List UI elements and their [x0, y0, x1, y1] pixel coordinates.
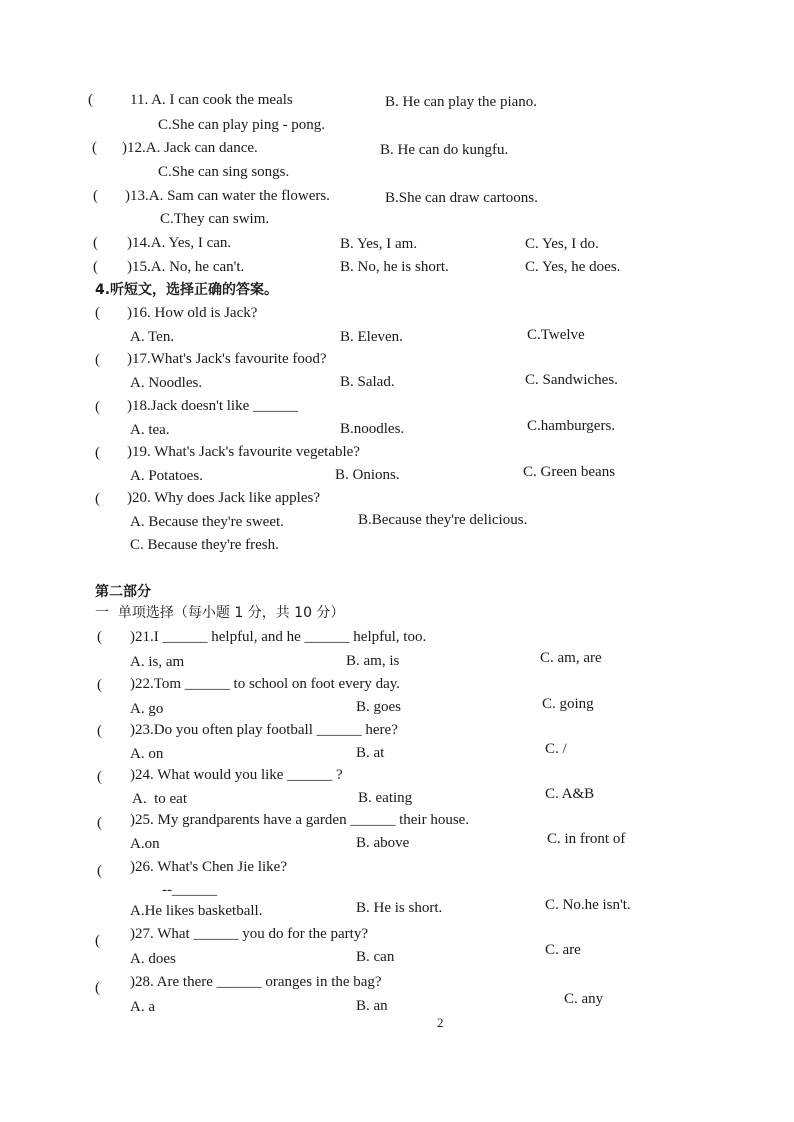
answer-paren: ( [95, 352, 100, 368]
question-stem: )15.A. No, he can't. [127, 259, 245, 275]
question-stem: )19. What's Jack's favourite vegetable? [127, 444, 360, 460]
question-stem: )20. Why does Jack like apples? [127, 490, 321, 506]
option-c: C. Sandwiches. [525, 372, 618, 388]
answer-paren: ( [97, 723, 102, 739]
part-heading: 第二部分 [95, 584, 151, 600]
answer-paren: ( [97, 677, 102, 693]
option-a: A. is, am [130, 654, 185, 670]
option-b: B. Eleven. [340, 329, 403, 345]
option-c: C.They can swim. [160, 211, 270, 227]
option-b: B. above [356, 835, 410, 851]
question-stem: )21.I ______ helpful, and he ______ helpful, too. [130, 629, 427, 645]
answer-paren: ( [92, 140, 97, 156]
question-stem: )23.Do you often play football ______ here? [130, 722, 398, 738]
option-a: A. Ten. [130, 329, 175, 345]
question-stem: )18.Jack doesn't like ______ [127, 398, 299, 414]
option-c: C. No.he isn't. [545, 897, 631, 913]
option-b: B.noodles. [340, 421, 405, 437]
option-b: B. Onions. [335, 467, 400, 483]
answer-paren: ( [95, 445, 100, 461]
answer-paren: ( [93, 188, 98, 204]
answer-paren: ( [97, 863, 102, 879]
option-b: B. No, he is short. [340, 259, 449, 275]
option-c: C.She can sing songs. [158, 164, 290, 180]
option-c: C. am, are [540, 650, 602, 666]
answer-paren: ( [95, 491, 100, 507]
option-c: C. Green beans [523, 464, 616, 480]
question-stem: )12.A. Jack can dance. [122, 140, 258, 156]
question-stem: )28. Are there ______ oranges in the bag? [130, 974, 382, 990]
answer-paren: ( [93, 259, 98, 275]
option-c: C. in front of [547, 831, 626, 847]
option-c: C. Because they're fresh. [130, 537, 279, 553]
question-stem: )14.A. Yes, I can. [127, 235, 232, 251]
question-stem: )16. How old is Jack? [127, 305, 258, 321]
option-a: A. on [130, 746, 164, 762]
option-a: A. does [130, 951, 176, 967]
option-b: B. He can play the piano. [385, 94, 538, 110]
option-b: B. He is short. [356, 900, 443, 916]
option-a: A. Potatoes. [130, 468, 203, 484]
question-stem: )22.Tom ______ to school on foot every day. [130, 676, 401, 692]
option-b: B.Because they're delicious. [358, 512, 528, 528]
option-b: B. am, is [346, 653, 400, 669]
option-a: A. to eat [132, 791, 187, 807]
option-c: C. A&B [545, 786, 595, 802]
option-c: C. are [545, 942, 581, 958]
option-c: C.hamburgers. [527, 418, 616, 434]
option-c: C.Twelve [527, 327, 585, 343]
option-b: B.She can draw cartoons. [385, 190, 538, 206]
question-stem: )13.A. Sam can water the flowers. [125, 188, 330, 204]
option-a: A. a [130, 999, 155, 1015]
option-a: A. Because they're sweet. [130, 514, 284, 530]
section-heading: 一 单项选择（每小题 1 分，共 10 分） [95, 605, 345, 621]
option-c: C. any [564, 991, 604, 1007]
option-a: A. tea. [130, 422, 170, 438]
option-b: B. an [356, 998, 388, 1014]
option-c: C.She can play ping - pong. [158, 117, 326, 133]
question-stem: )26. What's Chen Jie like? [130, 859, 287, 875]
option-a: A. go [130, 701, 164, 717]
option-b: B. can [356, 949, 395, 965]
option-c: C. Yes, I do. [525, 236, 599, 252]
section-heading: 4.听短文，选择正确的答案。 [95, 282, 279, 298]
answer-paren: ( [95, 399, 100, 415]
answer-paren: ( [88, 92, 93, 108]
option-c: C. going [542, 696, 594, 712]
answer-paren: ( [97, 629, 102, 645]
question-stem: 11. A. I can cook the meals [130, 92, 293, 108]
answer-line: --______ [162, 882, 217, 898]
option-b: B. Yes, I am. [340, 236, 418, 252]
question-stem: )25. My grandparents have a garden ______ their house. [130, 812, 470, 828]
answer-paren: ( [93, 235, 98, 251]
option-b: B. at [356, 745, 385, 761]
option-c: C. Yes, he does. [525, 259, 621, 275]
answer-paren: ( [95, 980, 100, 996]
option-b: B. eating [358, 790, 413, 806]
answer-paren: ( [97, 769, 102, 785]
answer-paren: ( [95, 305, 100, 321]
option-c: C. / [545, 741, 567, 757]
option-b: B. He can do kungfu. [380, 142, 509, 158]
option-a: A. Noodles. [130, 375, 203, 391]
option-a: A.on [130, 836, 160, 852]
page-number: 2 [437, 1015, 444, 1030]
option-b: B. Salad. [340, 374, 395, 390]
question-stem: )27. What ______ you do for the party? [130, 926, 369, 942]
answer-paren: ( [97, 815, 102, 831]
question-stem: )24. What would you like ______ ? [130, 767, 343, 783]
option-b: B. goes [356, 699, 401, 715]
option-a: A.He likes basketball. [130, 903, 263, 919]
answer-paren: ( [95, 933, 100, 949]
question-stem: )17.What's Jack's favourite food? [127, 351, 327, 367]
